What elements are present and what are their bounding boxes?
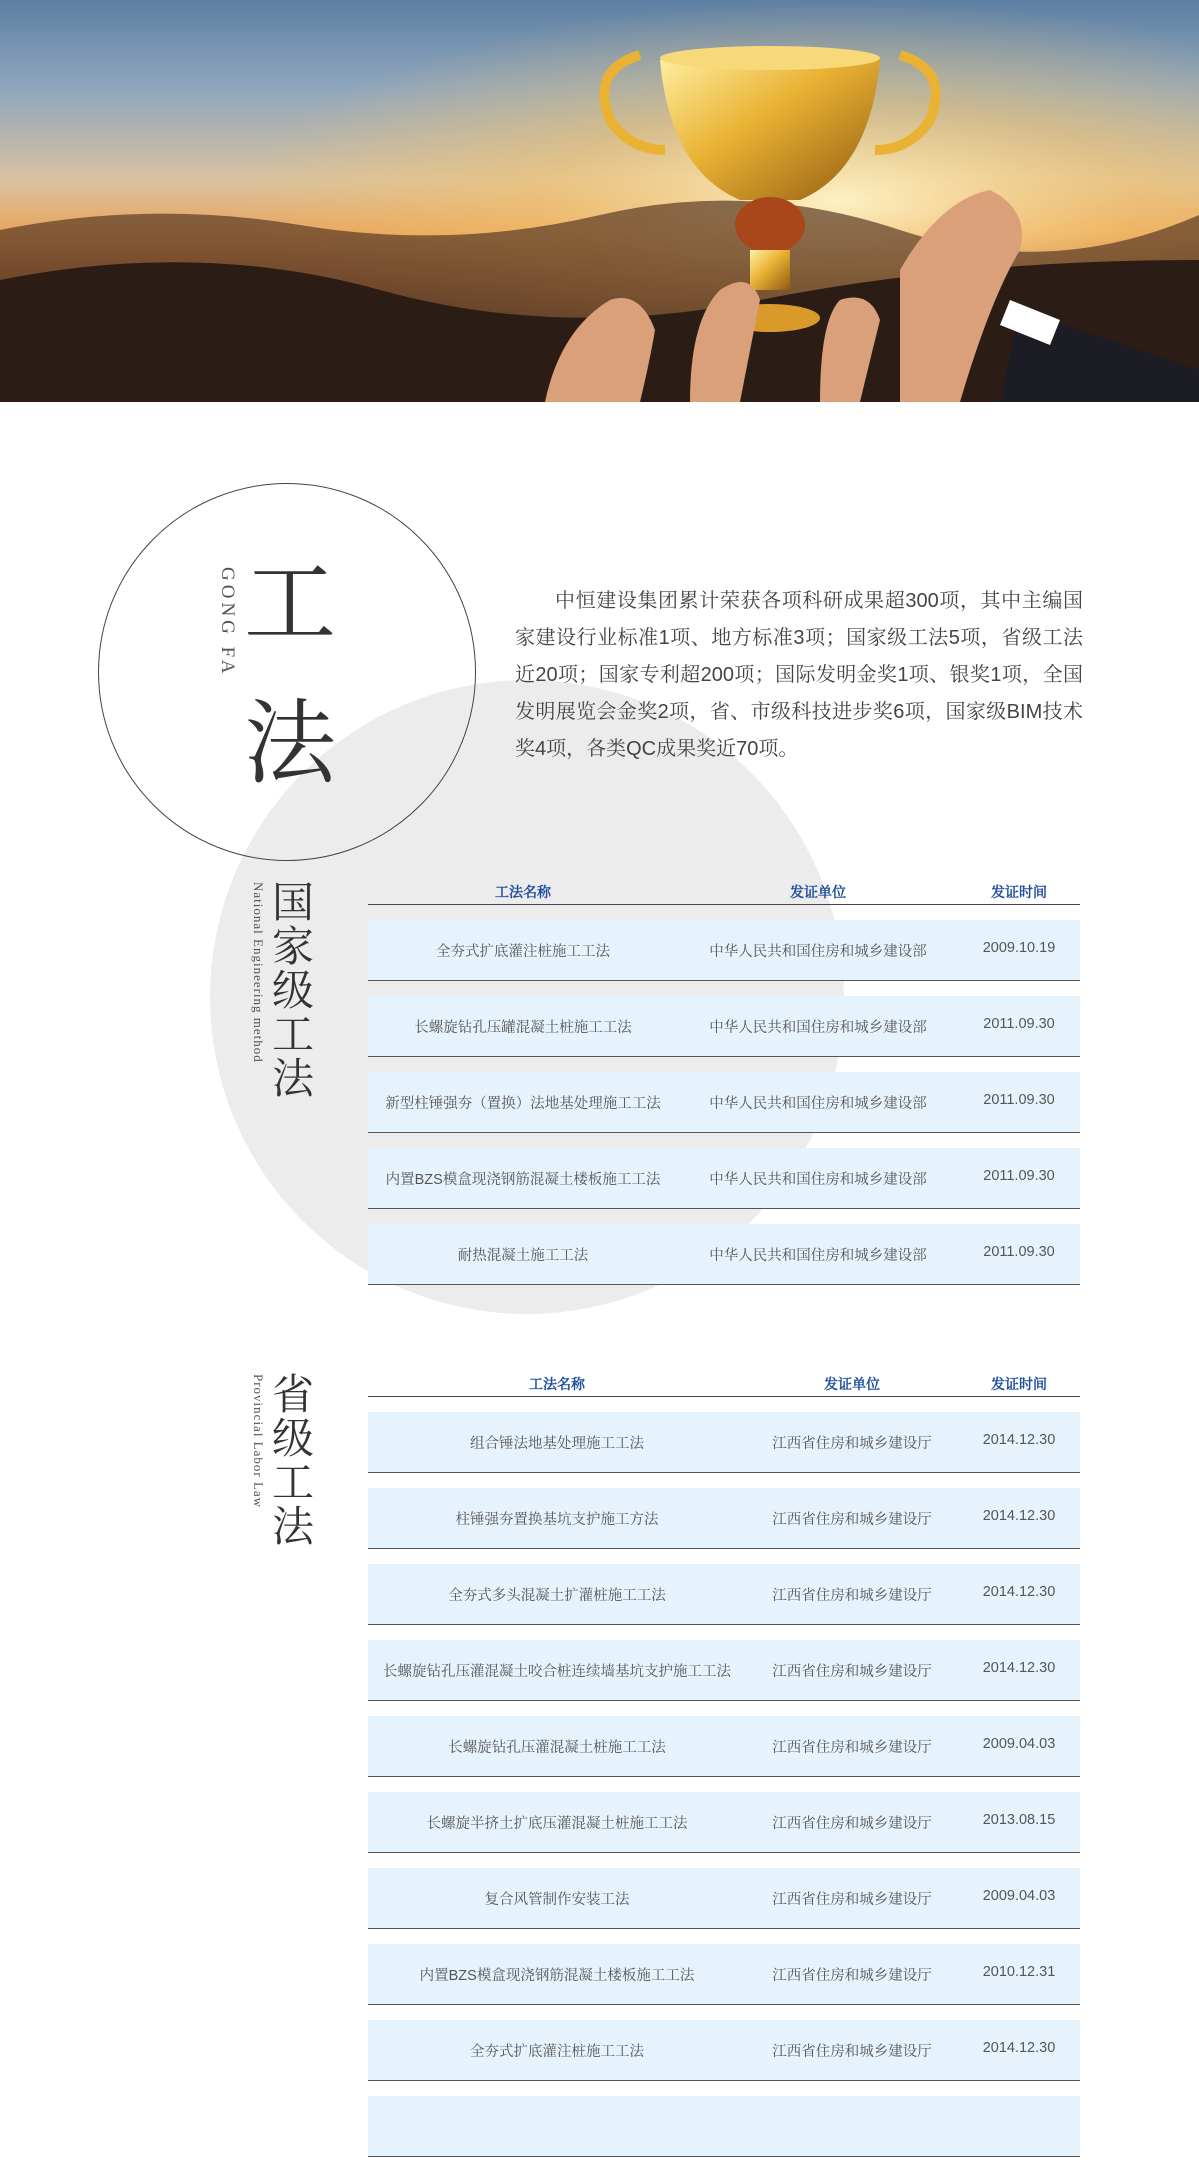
cell-method-name: 长螺旋钻孔压罐混凝土桩施工工法	[414, 1020, 632, 1036]
national-section-title: 国家级工法	[266, 880, 312, 1100]
header-method-name: 工法名称	[495, 884, 551, 900]
header-issuer: 发证单位	[790, 884, 846, 900]
cell-issuer: 中华人民共和国住房和城乡建设部	[709, 1020, 927, 1036]
national-methods-table	[368, 878, 1080, 1285]
cell-issue-date: 2014.12.30	[982, 1508, 1056, 1524]
cell-method-name: 组合锤法地基处理施工工法	[470, 1436, 644, 1452]
cell-issuer: 江西省住房和城乡建设厅	[772, 1588, 932, 1604]
cell-method-name: 复合风管制作安装工法	[484, 1892, 630, 1908]
hero-banner	[0, 0, 1199, 402]
cell-issuer: 中华人民共和国住房和城乡建设部	[709, 1172, 927, 1188]
table-row	[368, 1224, 1080, 1285]
cell-issuer: 中华人民共和国住房和城乡建设部	[709, 1096, 927, 1112]
cell-issue-date: 2011.09.30	[983, 1168, 1055, 1184]
table-row	[368, 1792, 1080, 1853]
cell-issue-date: 2011.09.30	[983, 1244, 1055, 1260]
cell-issuer: 江西省住房和城乡建设厅	[772, 1436, 932, 1452]
cell-method-name: 长螺旋半挤土扩底压灌混凝土桩施工工法	[426, 1816, 688, 1832]
table-row	[368, 1072, 1080, 1133]
cell-issue-date: 2014.12.30	[982, 1432, 1056, 1448]
cell-method-name: 全夯式扩底灌注桩施工工法	[436, 944, 610, 960]
cell-issuer: 江西省住房和城乡建设厅	[772, 1816, 932, 1832]
trophy-hands-illustration	[0, 0, 1199, 402]
intro-paragraph: 中恒建设集团累计荣获各项科研成果超300项，其中主编国家建设行业标准1项、地方标准3项；国家级工法5项，省级工法近20项；国家专利超200项；国际发明金奖1项、银奖1项，全国发明展览会金奖2项，省、市级科技进步奖6项，国家级BIM技术奖4项，各类QC成果奖近70项。	[515, 590, 1083, 760]
cell-issue-date: 2013.08.15	[982, 1812, 1056, 1828]
cell-method-name: 内置BZS模盒现浇钢筋混凝土楼板施工工法	[385, 1172, 661, 1188]
table-row	[368, 1488, 1080, 1549]
cell-method-name: 柱锤强夯置换基坑支护施工方法	[455, 1512, 659, 1528]
cell-issuer: 江西省住房和城乡建设厅	[772, 1892, 932, 1908]
table-row	[368, 1412, 1080, 1473]
page-title-latin: GONG FA	[217, 567, 238, 678]
cell-method-name: 全夯式多头混凝土扩灌桩施工工法	[448, 1588, 666, 1604]
cell-issuer: 中华人民共和国住房和城乡建设部	[709, 944, 927, 960]
cell-issuer: 江西省住房和城乡建设厅	[772, 1512, 932, 1528]
cell-method-name: 全夯式扩底灌注桩施工工法	[470, 2044, 644, 2060]
cell-method-name: 长螺旋钻孔压灌混凝土咬合桩连续墙基坑支护施工工法	[383, 1664, 731, 1680]
table-row	[368, 1640, 1080, 1701]
page-title-char-1: 工	[244, 553, 337, 655]
cell-issuer: 中华人民共和国住房和城乡建设部	[709, 1248, 927, 1264]
provincial-section-title: 省级工法	[266, 1372, 312, 1548]
cell-issue-date: 2014.12.30	[982, 1660, 1056, 1676]
cell-issue-date: 2014.12.30	[982, 1584, 1056, 1600]
decorative-outline-circle	[98, 483, 476, 861]
cell-method-name: 新型柱锤强夯（置换）法地基处理施工工法	[385, 1096, 661, 1112]
cell-issuer: 江西省住房和城乡建设厅	[772, 1968, 932, 1984]
table-row	[368, 1868, 1080, 1929]
cell-issuer: 江西省住房和城乡建设厅	[772, 1740, 932, 1756]
national-section-title-en: National Engineering method	[251, 882, 266, 1063]
table-row-empty	[368, 2096, 1080, 2157]
table-row	[368, 1148, 1080, 1209]
table-row	[368, 2020, 1080, 2081]
table-row	[368, 1944, 1080, 2005]
provincial-methods-table	[368, 1370, 1080, 2157]
table-row	[368, 920, 1080, 981]
header-issue-date: 发证时间	[991, 1376, 1047, 1392]
header-method-name: 工法名称	[529, 1376, 585, 1392]
cell-issuer: 江西省住房和城乡建设厅	[772, 2044, 932, 2060]
cell-issuer: 江西省住房和城乡建设厅	[772, 1664, 932, 1680]
provincial-section-title-en: Provincial Labor Law	[251, 1374, 266, 1509]
cell-issue-date: 2009.04.03	[982, 1736, 1056, 1752]
cell-issue-date: 2010.12.31	[982, 1964, 1056, 1980]
cell-method-name: 内置BZS模盒现浇钢筋混凝土楼板施工工法	[419, 1968, 695, 1984]
cell-method-name: 长螺旋钻孔压灌混凝土桩施工工法	[448, 1740, 666, 1756]
cell-method-name: 耐热混凝土施工工法	[457, 1248, 589, 1264]
header-issuer: 发证单位	[824, 1376, 880, 1392]
page-title-char-2: 法	[244, 693, 337, 795]
cell-issue-date: 2009.10.19	[982, 940, 1056, 956]
table-row	[368, 996, 1080, 1057]
cell-issue-date: 2011.09.30	[983, 1016, 1055, 1032]
table-row	[368, 1564, 1080, 1625]
table-row	[368, 1716, 1080, 1777]
cell-issue-date: 2011.09.30	[983, 1092, 1055, 1108]
cell-issue-date: 2009.04.03	[982, 1888, 1056, 1904]
cell-issue-date: 2014.12.30	[982, 2040, 1056, 2056]
table-header	[368, 1370, 1080, 1397]
table-header	[368, 878, 1080, 905]
header-issue-date: 发证时间	[991, 884, 1047, 900]
